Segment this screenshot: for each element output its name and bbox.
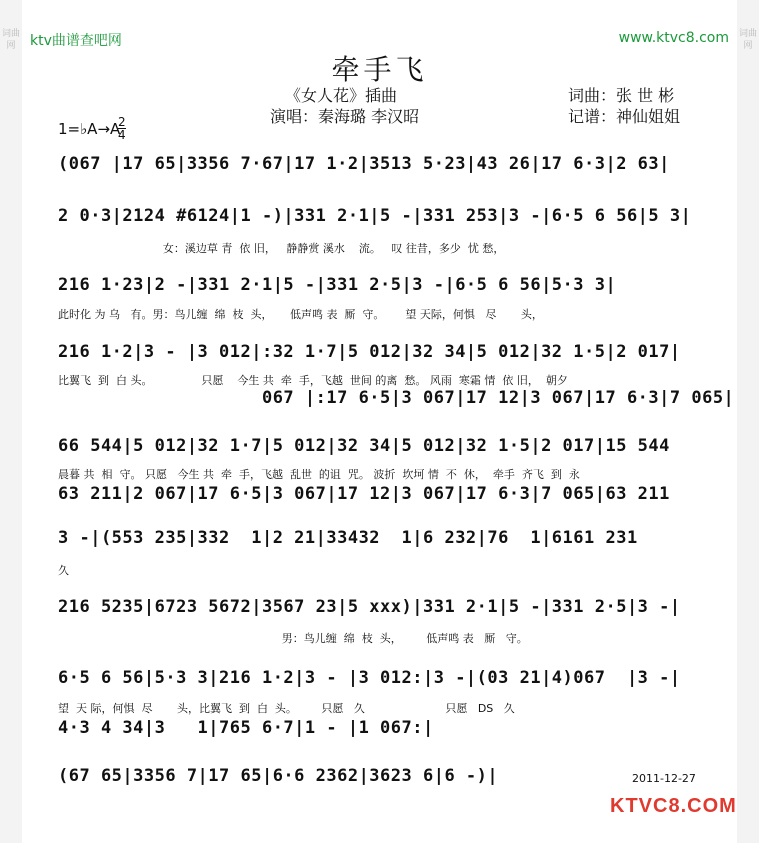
score-row-9: (67 65|3356 7|17 65|6·6 2362|3623 6|6 -)|: [58, 766, 499, 786]
score-row-6: 3 -|(553 235|332 1|2 21|33432 1|6 232|76 1|6161 231: [58, 528, 638, 548]
score-row-4b: 067 |:17 6·5|3 067|17 12|3 067|17 6·3|7 065|: [58, 388, 735, 408]
side-watermark-text: 词曲网: [1, 29, 20, 51]
song-subtitle: 《女人花》插曲: [285, 86, 398, 105]
lyrics-row-6: 男：鸟儿缠 绵 枝 头， 低声鸣 表 厮 守。: [58, 632, 528, 645]
lyrics-row-5: 久: [58, 564, 69, 577]
transcription-date: 2011-12-27: [632, 772, 696, 785]
transcriber: 记谱：神仙姐姐: [568, 107, 681, 126]
lyricist: 词曲：张 世 彬: [568, 86, 675, 105]
meter-bottom: 4: [118, 128, 126, 142]
lyrics-row-3: 比翼飞 到 白 头。 只愿 今生 共 牵 手，飞越 世间 的离 愁。 风雨 寒霜 情 依 旧， 朝夕: [58, 374, 568, 387]
lyrics-row-4: 晨暮 共 相 守。 只愿 今生 共 牵 手，飞越 乱世 的诅 咒。 波折 坎坷 情 不 休， 牵手 齐飞 到 永: [58, 468, 580, 481]
lyrics-row-7: 望 天 际，何惧 尽 头，比翼飞 到 白 头。 只愿 久 只愿 DS 久: [58, 702, 515, 715]
score-row-7: 216 5235|6723 5672|3567 23|5 xxx)|331 2·1|5 -|331 2·5|3 -|: [58, 597, 681, 617]
ktvc8-logo: KTVC8.COM: [610, 795, 737, 817]
lyrics-row-1: 女：溪边草 青 依 旧， 静静赏 溪水 流。 叹 往昔，多少 忧 愁，: [58, 242, 505, 255]
site-watermark-top-left: ktv曲谱查吧网: [30, 33, 122, 49]
score-row-8: 6·5 6 56|5·3 3|216 1·2|3 - |3 012:|3 -|(03 21|4)067 |3 -|: [58, 668, 681, 688]
left-watermark-strip: [0, 0, 22, 843]
side-watermark-text: 词曲网: [738, 29, 757, 51]
score-row-8b: 4·3 4 34|3 1|765 6·7|1 - |1 067:|: [58, 718, 434, 738]
meter-top: 2: [118, 115, 126, 129]
score-row-5: 66 544|5 012|32 1·7|5 012|32 34|5 012|32 1·5|2 017|15 544: [58, 436, 670, 456]
score-row-2: 2 0·3|2124 #6124|1 -)|331 2·1|5 -|331 253|3 -|6·5 6 56|5 3|: [58, 206, 692, 226]
lyrics-row-2: 此时化 为 乌 有。男：鸟儿缠 绵 枝 头， 低声鸣 表 厮 守。 望 天际，何惧 尽 头，: [58, 308, 543, 321]
time-signature: [118, 116, 126, 141]
right-watermark-strip: [737, 0, 759, 843]
score-row-4: 216 1·2|3 - |3 012|:32 1·7|5 012|32 34|5 012|32 1·5|2 017|: [58, 342, 681, 362]
singers: 演唱：秦海璐 李汉昭: [270, 107, 420, 126]
score-row-1: (067 |17 65|3356 7·67|17 1·2|3513 5·23|43 26|17 6·3|2 63|: [58, 154, 670, 174]
key-signature: 1=♭A→A: [58, 120, 121, 138]
score-row-5b: 63 211|2 067|17 6·5|3 067|17 12|3 067|17 6·3|7 065|63 211: [58, 484, 670, 504]
score-row-3: 216 1·23|2 -|331 2·1|5 -|331 2·5|3 -|6·5 6 56|5·3 3|: [58, 275, 617, 295]
song-title: 牵手飞: [331, 53, 428, 86]
site-url-top-right: www.ktvc8.com: [618, 30, 729, 46]
